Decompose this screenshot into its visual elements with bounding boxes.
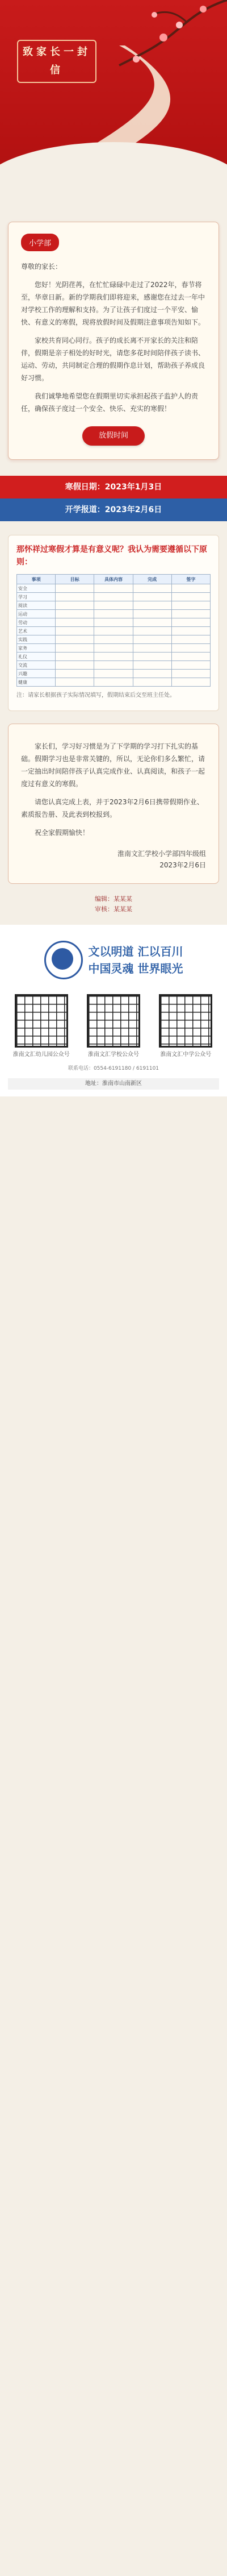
school-logo-icon [44, 941, 83, 979]
col-item: 事项 [17, 575, 56, 584]
hero-banner [0, 0, 227, 244]
qr-caption-3: 淮南文汇中学公众号 [160, 1052, 212, 1058]
signature-school: 淮南文汇学校小学部四年级组 [117, 850, 206, 858]
closing-letter [8, 724, 219, 884]
table-row: 实践 [17, 635, 211, 644]
signature-date: 2023年2月6日 [159, 861, 206, 869]
table-row: 安全 [17, 584, 211, 593]
closing-paragraph-2: 请您认真完成上表，并于2023年2月6日携带假期作业、素质报告册、及此表到校报到。 [21, 798, 204, 818]
holiday-time-button[interactable]: 放假时间 [82, 426, 145, 446]
footer-address: 地址：淮南市山南新区 [8, 1078, 219, 1090]
letter-paragraph-3: 我们诚挚地希望您在假期里切实承担起孩子监护人的责任，确保孩子度过一个安全、快乐、充实的寒假！ [21, 392, 199, 413]
table-row: 兴趣 [17, 670, 211, 678]
school-motto: 文以明道 汇以百川 中国灵魂 世界眼光 [88, 945, 183, 975]
table-row: 健康 [17, 678, 211, 687]
table-row: 阅读 [17, 601, 211, 610]
checklist-table [16, 574, 211, 687]
table-row: 艺术 [17, 627, 211, 635]
date-strips [0, 476, 227, 521]
qr-code-row [8, 994, 219, 1059]
signature [21, 848, 206, 871]
col-done: 完成 [133, 575, 171, 584]
closing-paragraph-3: 祝全家假期愉快！ [35, 829, 90, 837]
section-tag: 小学部 [21, 234, 59, 251]
holiday-date: 寒假日期：2023年1月3日 [0, 476, 227, 498]
col-goal: 目标 [56, 575, 94, 584]
table-row: 礼仪 [17, 653, 211, 661]
table-row: 家务 [17, 644, 211, 653]
col-content: 具体内容 [94, 575, 133, 584]
col-sign: 签字 [171, 575, 210, 584]
checklist-footnote: 注：请家长根据孩子实际情况填写，假期结束后交至班主任处。 [16, 692, 175, 699]
table-row: 运动 [17, 610, 211, 618]
letter-card [8, 222, 219, 460]
letter-paragraph-2: 家校共育同心同行。孩子的成长离不开家长的关注和陪伴，假期是亲子相处的好时光，请您多花时间陪伴孩子读书、运动、劳动，共同制定合理的假期作息计划，帮助孩子养成良好习惯。 [21, 336, 205, 382]
checklist-title: 那怀祥过寒假才算是有意义呢？我认为需要遵循以下原则： [16, 545, 207, 567]
qr-caption-2: 淮南文汇学校公众号 [87, 1052, 139, 1058]
table-row: 学习 [17, 593, 211, 601]
qr-code-1[interactable] [8, 994, 74, 1059]
motto-block [8, 935, 219, 988]
checklist-card [8, 535, 219, 711]
table-row: 劳动 [17, 618, 211, 627]
reviewer-credit: 审核：某某某 [95, 905, 132, 913]
qr-code-icon [87, 994, 140, 1048]
letter-paragraph-1: 您好！光阴荏苒，在忙忙碌碌中走过了2022年，春节将至，华章日新。新的学期我们即将迎来，感谢您在过去一年中对学校工作的理解和支持。为了让孩子们度过一个平安、愉快、有意义的寒假，现将放假时间及假期注意事项告知如下。 [21, 281, 205, 326]
editor-credit: 编辑：某某某 [95, 895, 132, 903]
table-row: 交流 [17, 661, 211, 670]
footer [0, 925, 227, 1096]
footer-contact: 联系电话：0554-6191180 / 6191101 [68, 1066, 159, 1071]
hero-title: 致家长一封信 [17, 40, 96, 83]
credits [8, 894, 219, 915]
closing-paragraph-1: 家长们，学习好习惯是为了下学期的学习打下扎实的基础。假期学习也是非常关键的，所以，无论你们多么繁忙，请一定抽出时间陪伴孩子认真完成作业、认真阅读，和孩子一起度过有意义的寒假。 [21, 742, 205, 788]
qr-code-icon [15, 994, 68, 1048]
school-return-date: 开学报道：2023年2月6日 [0, 498, 227, 521]
qr-code-2[interactable] [80, 994, 146, 1059]
qr-code-3[interactable] [153, 994, 219, 1059]
qr-code-icon [159, 994, 212, 1048]
salutation: 尊敬的家长： [21, 263, 62, 271]
plum-branch-illustration [96, 0, 227, 114]
qr-caption-1: 淮南文汇幼儿园公众号 [12, 1052, 70, 1058]
